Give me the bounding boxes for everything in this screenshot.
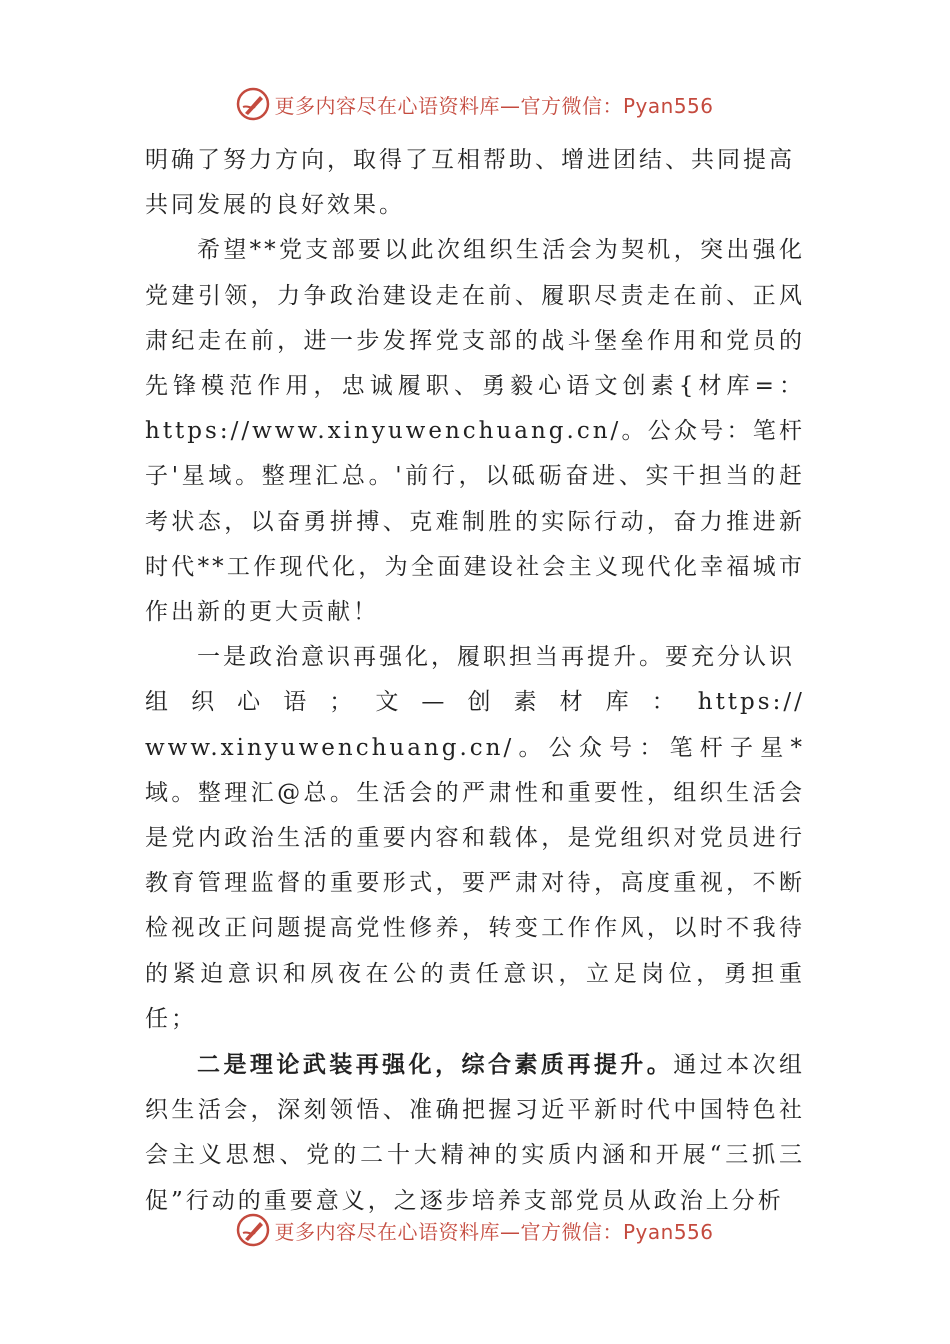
document-body (145, 138, 805, 1224)
wechat-id: Pyan556 (622, 93, 714, 118)
footer-banner (0, 1210, 950, 1250)
paragraph-4: 二是理论武装再强化，综合素质再提升。通过本次组织生活会，深刻领悟、准确把握习近平新时代中国特色社会主义思想、党的二十大精神的实质内涵和开展“三抓三促”行动的重要意义，之逐步培养支部党员从政治上分析 (145, 1051, 806, 1214)
wechat-id: Pyan556 (622, 1219, 714, 1244)
paragraph-2: 希望**党支部要以此次组织生活会为契机，突出强化党建引领，力争政治建设走在前、履职尽责走在前、正风肃纪走在前，进一步发挥党支部的战斗堡垒作用和党员的先锋模范作用，忠诚履职、勇毅心语文创素{材库=：https://www.xinyuwenchuang.cn/。公众号：笔杆子'星域。整理汇总。'前行，以砥砺奋进、实干担当的赶考状态，以奋勇拼搏、克难制胜的实际行动，奋力推进新时代**工作现代化，为全面建设社会主义现代化幸福城市作出新的更大贡献！ (145, 237, 805, 626)
header-banner (0, 84, 950, 124)
paragraph-1: 明确了努力方向，取得了互相帮助、增进团结、共同提高 共同发展的良好效果。 (145, 147, 795, 219)
paragraph-4-heading: 二是理论武装再强化，综合素质再提升。 (197, 1051, 674, 1079)
quill-logo-icon (236, 1213, 270, 1247)
quill-logo-icon (236, 87, 270, 121)
paragraph-3-line-1: 一是政治意识再强化，履职担当再提升。要充分认识 (197, 644, 795, 671)
paragraph-3-spread-line: 组 织 心 语 ； 文 — 创 素 材 库 ： https:// (145, 689, 805, 716)
footer-banner-text: 更多内容尽在心语资料库—官方微信：Pyan556 (274, 1219, 714, 1244)
paragraph-3-rest: www.xinyuwenchuang.cn/。公众号：笔杆子星*域。整理汇@总。生活会的严肃性和重要性，组织生活会是党内政治生活的重要内容和载体，是党组织对党员进行教育管理监督的重要形式，要严肃对待，高度重视，不断检视改正问题提高党性修养，转变工作作风，以时不我待的紧迫意识和夙夜在公的责任意识，立足岗位，勇担重任； (145, 734, 805, 1032)
header-banner-text: 更多内容尽在心语资料库—官方微信：Pyan556 (274, 93, 714, 118)
